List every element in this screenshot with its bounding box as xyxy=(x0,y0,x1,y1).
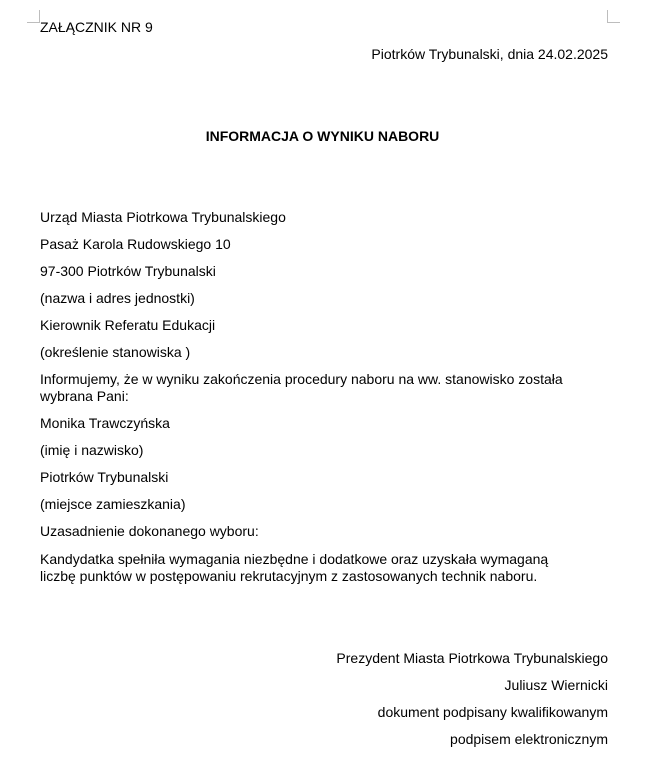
document-title: INFORMACJA O WYNIKU NABORU xyxy=(205,128,440,144)
unit-street: Pasaż Karola Rudowskiego 10 xyxy=(40,236,231,252)
signature-note-line2: podpisem elektronicznym xyxy=(450,731,608,747)
position-caption: (określenie stanowiska ) xyxy=(40,344,191,360)
crop-mark-top-left xyxy=(27,10,40,23)
candidate-residence: Piotrków Trybunalski xyxy=(40,469,169,485)
justification-heading: Uzasadnienie dokonanego wyboru: xyxy=(40,523,259,539)
crop-mark-top-right xyxy=(607,10,620,23)
candidate-name-caption: (imię i nazwisko) xyxy=(40,442,144,458)
place-date: Piotrków Trybunalski, dnia 24.02.2025 xyxy=(371,46,608,62)
signature-name: Juliusz Wiernicki xyxy=(504,677,608,693)
unit-city: 97-300 Piotrków Trybunalski xyxy=(40,263,216,279)
unit-name: Urząd Miasta Piotrkowa Trybunalskiego xyxy=(40,209,286,225)
unit-caption: (nazwa i adres jednostki) xyxy=(40,290,195,306)
info-text: Informujemy, że w wyniku zakończenia procedury naboru na ww. stanowisko została wybrana Pani: xyxy=(40,371,563,404)
position-value: Kierownik Referatu Edukacji xyxy=(40,317,216,333)
signature-note-line1: dokument podpisany kwalifikowanym xyxy=(377,704,608,720)
signature-office: Prezydent Miasta Piotrkowa Trybunalskiego xyxy=(336,650,608,666)
candidate-name: Monika Trawczyńska xyxy=(40,415,170,431)
attachment-label: ZAŁĄCZNIK NR 9 xyxy=(40,19,153,35)
justification-text: Kandydatka spełniła wymagania niezbędne i dodatkowe oraz uzyskała wymaganą liczbę punktów w postępowaniu rekrutacyjnym z zastosowanych technik naboru. xyxy=(40,551,549,584)
candidate-residence-caption: (miejsce zamieszkania) xyxy=(40,496,186,512)
